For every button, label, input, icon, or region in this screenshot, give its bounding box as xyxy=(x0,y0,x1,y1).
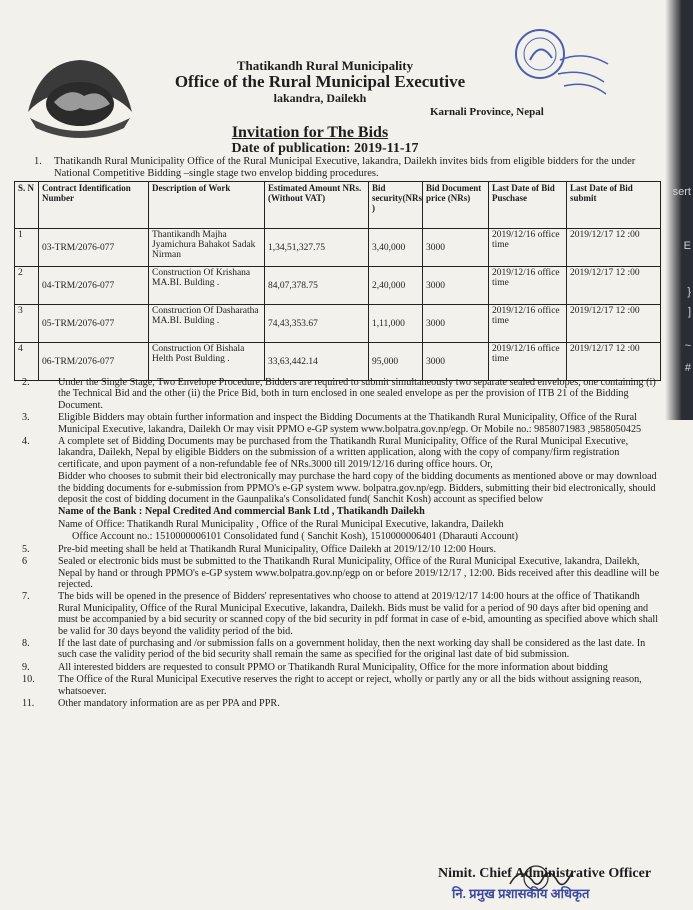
publication-date: Date of publication: 2019-11-17 xyxy=(231,141,419,156)
cell-submit-date: 2019/12/17 12 :00 xyxy=(567,343,661,381)
item-number: 6 xyxy=(22,556,28,568)
item-number: 2. xyxy=(22,377,30,388)
column-header: Estimated Amount NRs. (Without VAT) xyxy=(265,182,369,229)
cell-amount: 84,07,378.75 xyxy=(265,267,369,305)
list-item xyxy=(14,506,660,517)
cell-contract: 06-TRM/2076-077 xyxy=(39,343,149,381)
cell-contract: 04-TRM/2076-077 xyxy=(39,267,149,305)
list-item xyxy=(14,698,660,709)
page-title: Invitation for The Bids xyxy=(231,124,389,141)
header-municipality: Thatikandh Rural Municipality xyxy=(236,58,414,73)
cell-purchase-date: 2019/12/16 office time xyxy=(489,267,567,305)
item-text: Under the Single Stage, Two Envelope Procedure, Bidders are required to submit simultaneously two separate sealed envelopes, one containing (i) the Technical Bid and the other (ii) the Price Bid, both in turn enclosed in one sealed envelope as per the provision of ITB 21 of the Bidding Document. xyxy=(58,377,656,411)
screen-fragment: sert xyxy=(672,186,691,198)
item-text: Name of the Bank : Nepal Credited And commercial Bank Ltd , Thatikandh Dailekh xyxy=(58,506,425,518)
cell-description: Thantikandh Majha Jyamichura Bahakot Sadak Nirman xyxy=(149,229,265,267)
cell-security: 2,40,000 xyxy=(369,267,423,305)
cell-description: Construction Of Dasharatha MA.BI. Bulding . xyxy=(149,305,265,343)
header-province: Karnali Province, Nepal xyxy=(430,106,544,118)
screen-fragment: # xyxy=(684,362,691,374)
cell-sn: 1 xyxy=(15,229,39,267)
intro-paragraph xyxy=(34,156,652,180)
item-text: Eligible Bidders may obtain further information and inspect the Bidding Documents at the Thatikandh Rural Municipality, Office of the Rural Municipal Executive, lakandra, Dailekh Or may visit PPMO e-GP system www.bolpatra.gov.np/egp. Or Mobile no.: 9858071983 ,9858050425 xyxy=(58,412,642,435)
list-item xyxy=(14,556,660,590)
item-number: 5. xyxy=(22,543,30,555)
cell-sn: 2 xyxy=(15,267,39,305)
cell-price: 3000 xyxy=(423,267,489,305)
column-header: S. N xyxy=(15,182,39,229)
list-item xyxy=(14,531,660,542)
list-item xyxy=(14,519,660,530)
item-text: The Office of the Rural Municipal Executive reserves the right to accept or reject, wholly or partly any or all the bids without assigning reason, whatsoever. xyxy=(58,674,642,697)
column-header: Contract Identification Number xyxy=(39,182,149,229)
table-row xyxy=(15,305,661,343)
cell-security: 95,000 xyxy=(369,343,423,381)
column-header: Bid Document price (NRs) xyxy=(423,182,489,229)
cell-amount: 33,63,442.14 xyxy=(265,343,369,381)
screen-edge xyxy=(665,0,693,420)
table-header-row xyxy=(15,182,661,229)
list-item xyxy=(14,436,660,470)
cell-description: Construction Of Krishana MA.BI. Bulding . xyxy=(149,267,265,305)
cell-sn: 4 xyxy=(15,343,39,381)
item-text: Pre-bid meeting shall be held at Thatikandh Rural Municipality, Office Dailekh at 2019/12/10 12:00 Hours. xyxy=(58,543,497,555)
office-stamp-icon xyxy=(500,20,612,100)
nepal-emblem-icon xyxy=(20,52,140,138)
item-text: Office Account no.: 1510000006101 Consolidated fund ( Sanchit Kosh), 1510000006401 (Dharauti Account) xyxy=(72,531,519,543)
cell-purchase-date: 2019/12/16 office time xyxy=(489,305,567,343)
table-row xyxy=(15,267,661,305)
cell-price: 3000 xyxy=(423,305,489,343)
screen-fragment: ] xyxy=(687,306,691,318)
list-item xyxy=(14,638,660,661)
cell-contract: 03-TRM/2076-077 xyxy=(39,229,149,267)
column-header: Last Date of Bid Puschase xyxy=(489,182,567,229)
column-header: Bid security(NRs ) xyxy=(369,182,423,229)
list-item xyxy=(14,591,660,637)
bid-conditions-list xyxy=(14,377,660,710)
table-row xyxy=(15,343,661,381)
item-text: A complete set of Bidding Documents may be purchased from the Thatikandh Rural Municipality, Office of the Rural Municipal Executive, lakandra, Dailekh, Nepal by eligible Bidders on the submission of a written application, along with the copy of company/firm registration certificate, and upon payment of a non-refundable fee of NRs.3000 till 2019/12/16 during office hours. Or, xyxy=(58,436,629,470)
column-header: Description of Work xyxy=(149,182,265,229)
header-office: Office of the Rural Municipal Executive xyxy=(174,72,466,91)
cell-purchase-date: 2019/12/16 office time xyxy=(489,343,567,381)
item-number: 4. xyxy=(22,436,30,448)
item-number: 7. xyxy=(22,591,30,603)
item-number: 9. xyxy=(22,661,30,673)
intro-number: 1. xyxy=(34,156,42,167)
cell-price: 3000 xyxy=(423,343,489,381)
item-text: Sealed or electronic bids must be submitted to the Thatikandh Rural Municipality, Office of the Rural Municipal Executive, lakandra, Dailekh, Nepal by hand or through PPMO's e-GP system www.bolpatra.gov.np/egp on or before 2019/12/17 , 12:00. Bids received after this deadline will be rejected. xyxy=(58,556,660,590)
signature-stamp-text: नि. प्रमुख प्रशासकीय अधिकृत xyxy=(452,886,590,901)
column-header: Last Date of Bid submit xyxy=(567,182,661,229)
cell-sn: 3 xyxy=(15,305,39,343)
list-item xyxy=(14,662,660,673)
cell-security: 3,40,000 xyxy=(369,229,423,267)
cell-submit-date: 2019/12/17 12 :00 xyxy=(567,229,661,267)
list-item xyxy=(14,471,660,505)
cell-submit-date: 2019/12/17 12 :00 xyxy=(567,267,661,305)
cell-description: Construction Of Bishala Helth Post Bulding . xyxy=(149,343,265,381)
cell-price: 3000 xyxy=(423,229,489,267)
item-number: 3. xyxy=(22,412,30,424)
list-item xyxy=(14,412,660,435)
item-text: All interested bidders are requested to consult PPMO or Thatikandh Rural Municipality, Office for the more information about bidding xyxy=(58,661,608,673)
list-item xyxy=(14,674,660,697)
item-text: The bids will be opened in the presence of Bidders' representatives who choose to attend at 2019/12/17 14:00 hours at the office of Thatikandh Rural Municipality, Office of the Rural Municipal Executive, lakandra, Dailekh. Bids must be valid for a period of 90 days after bid opening and must be accompanied by a bid security or scanned copy of the bid security in pdf format in case of e-bid, amounting as specified above which shall be valid for 30 days beyond the validity period of the bid. xyxy=(58,591,659,637)
item-text: Bidder who chooses to submit their bid electronically may purchase the hard copy of the bidding documents as mentioned above or may download the bidding documents for e-submission from PPMO's e-GP system www. bolpatra.gov.np/egp. Bidders, submitting their bid electronically, should deposit the cost of bidding document in the Gaunpalika's Consolidated fund( Sanchit Kosh) account as specified below xyxy=(58,471,657,506)
cell-amount: 74,43,353.67 xyxy=(265,305,369,343)
item-number: 8. xyxy=(22,637,30,649)
cell-security: 1,11,000 xyxy=(369,305,423,343)
screen-fragment: ~ xyxy=(684,340,691,352)
intro-text: Thatikandh Rural Municipality Office of the Rural Municipal Executive, lakandra, Dailekh invites bids from eligible bidders for the under National Competitive Bidding –single stage two envelop bidding procedures. xyxy=(54,156,636,179)
item-number: 11. xyxy=(22,697,35,709)
cell-contract: 05-TRM/2076-077 xyxy=(39,305,149,343)
item-number: 10. xyxy=(22,674,35,686)
list-item xyxy=(14,377,660,411)
header-location: lakandra, Dailekh xyxy=(273,91,367,105)
cell-amount: 1,34,51,327.75 xyxy=(265,229,369,267)
item-text: Name of Office: Thatikandh Rural Municipality , Office of the Rural Municipal Executive, lakandra, Dailekh xyxy=(58,518,504,530)
signature-title: Nimit. Chief Administrative Officer xyxy=(438,866,652,881)
cell-submit-date: 2019/12/17 12 :00 xyxy=(567,305,661,343)
item-text: Other mandatory information are as per PPA and PPR. xyxy=(58,697,280,709)
table-row xyxy=(15,229,661,267)
item-text: If the last date of purchasing and /or submission falls on a government holiday, then the next working day shall be considered as the last date. In such case the validity period of the bid security shall remain the same as specified for the original last date of bid submission. xyxy=(58,637,646,661)
list-item xyxy=(14,544,660,555)
cell-purchase-date: 2019/12/16 office time xyxy=(489,229,567,267)
bids-table xyxy=(14,181,661,381)
screen-fragment: } xyxy=(687,286,691,298)
screen-fragment: E xyxy=(683,240,691,252)
